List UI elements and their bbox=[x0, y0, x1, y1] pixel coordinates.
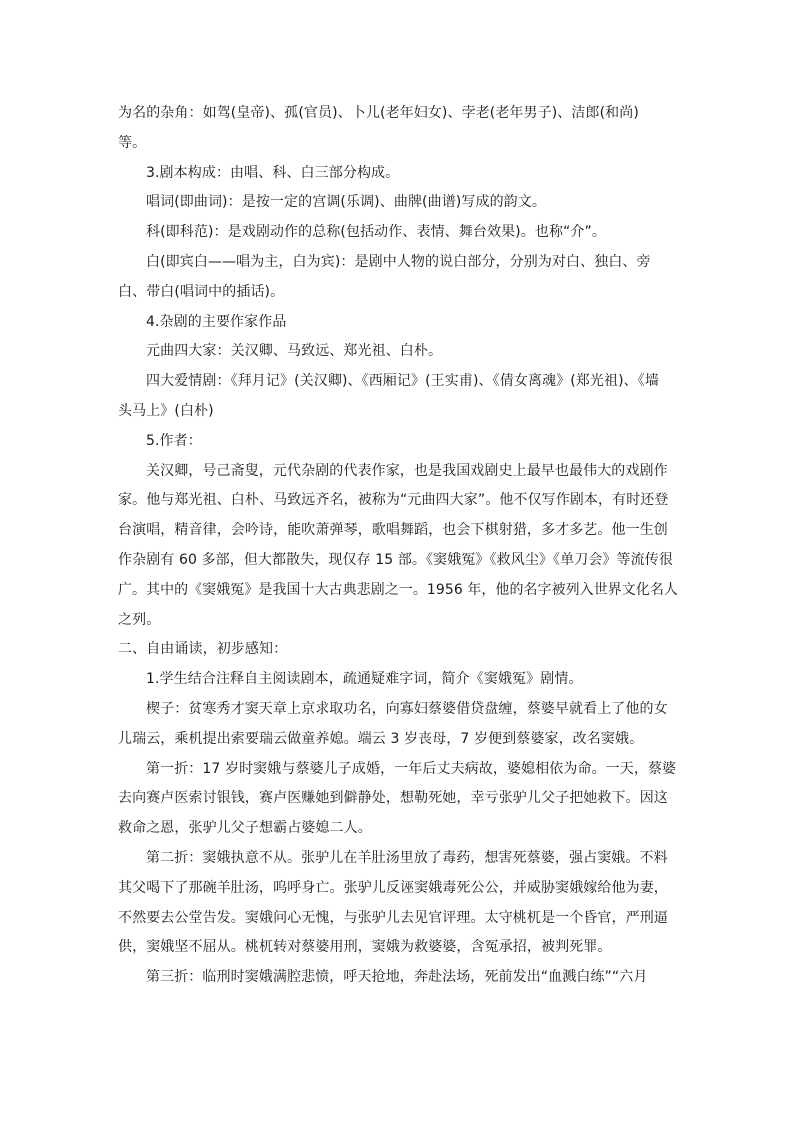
text-line: 唱词(即曲词)：是按一定的宫调(乐调)、曲牌(曲谱)写成的韵文。 bbox=[146, 194, 546, 211]
text-line: 科(即科范)：是戏剧动作的总称(包括动作、表情、舞台效果)。也称“介”。 bbox=[146, 224, 606, 241]
text-line: 供，窦娥坚不屈从。桃杌转对蔡婆用刑，窦娥为救婆婆，含冤承招，被判死罪。 bbox=[118, 939, 612, 956]
text-line: 白、带白(唱词中的插话)。 bbox=[118, 283, 285, 300]
text-line: 家。他与郑光祖、白朴、马致远齐名，被称为“元曲四大家”。他不仅写作剧本，有时还登 bbox=[118, 492, 669, 509]
text-line: 4.杂剧的主要作家作品 bbox=[146, 313, 287, 330]
text-line: 为名的杂角：如驾(皇帝)、孤(官员)、卜儿(老年妇女)、孛老(老年男子)、洁郎(和尚) bbox=[118, 105, 639, 121]
text-line: 第一折：17 岁时窦娥与蔡婆儿子成婚，一年后丈夫病故，婆媳相依为命。一天，蔡婆 bbox=[146, 760, 677, 777]
text-line: 头马上》(白朴) bbox=[118, 402, 214, 419]
text-line: 第三折：临刑时窦娥满腔悲愤，呼天抢地，奔赴法场，死前发出“血溅白练”“六月 bbox=[146, 969, 648, 986]
text-line: 元曲四大家：关汉卿、马致远、郑光祖、白朴。 bbox=[146, 343, 443, 360]
text-line: 广。其中的《窦娥冤》是我国十大古典悲剧之一。1956 年，他的名字被列入世界文化名人 bbox=[118, 581, 678, 598]
text-line: 1.学生结合注释自主阅读剧本，疏通疑难字词，简介《窦娥冤》剧情。 bbox=[146, 671, 583, 688]
text-line: 等。 bbox=[118, 134, 147, 151]
text-line: 去向赛卢医索讨银钱，赛卢医赚她到僻静处，想勒死她，幸亏张驴儿父子把她救下。因这 bbox=[118, 790, 668, 807]
text-line: 救命之恩，张驴儿父子想霸占婆媳二人。 bbox=[118, 820, 372, 837]
text-line: 楔子：贫寒秀才窦天章上京求取功名，向寡妇蔡婆借贷盘缠，蔡婆早就看上了他的女 bbox=[146, 700, 668, 717]
text-line: 5.作者： bbox=[146, 432, 202, 449]
text-line: 关汉卿，号己斋叟，元代杂剧的代表作家，也是我国戏剧史上最早也最伟大的戏剧作 bbox=[146, 462, 668, 479]
text-line: 儿瑞云，乘机提出索要瑞云做童养媳。端云 3 岁丧母，7 岁便到蔡婆家，改名窦娥。 bbox=[118, 730, 644, 747]
text-line: 其父喝下了那碗羊肚汤，呜呼身亡。张驴儿反诬窦娥毒死公公，并威胁窦娥嫁给他为妻， bbox=[118, 879, 668, 896]
text-line: 四大爱情剧：《拜月记》(关汉卿)、《西厢记》(王实甫)、《倩女离魂》(郑光祖)、《墙 bbox=[146, 373, 659, 390]
document-body bbox=[118, 99, 678, 993]
text-line: 之列。 bbox=[118, 611, 161, 628]
text-line: 第二折：窦娥执意不从。张驴儿在羊肚汤里放了毒药，想害死蔡婆，强占窦娥。不料 bbox=[146, 849, 668, 866]
text-line: 3.剧本构成：由唱、科、白三部分构成。 bbox=[146, 164, 400, 181]
text-line: 台演唱，精音律，会吟诗，能吹萧弹琴，歌唱舞蹈，也会下棋射猎，多才多艺。他一生创 bbox=[118, 522, 668, 539]
text-line: 二、自由诵读，初步感知： bbox=[118, 641, 288, 658]
text-line: 作杂剧有 60 多部，但大都散失，现仅存 15 部。《窦娥冤》《救风尘》《单刀会》等流传很 bbox=[118, 551, 673, 568]
text-line: 不然要去公堂告发。窦娥问心无愧，与张驴儿去见官评理。太守桃杌是一个昏官，严刑逼 bbox=[118, 909, 668, 926]
text-line: 白(即宾白——唱为主，白为宾)：是剧中人物的说白部分，分别为对白、独白、旁 bbox=[146, 253, 651, 270]
